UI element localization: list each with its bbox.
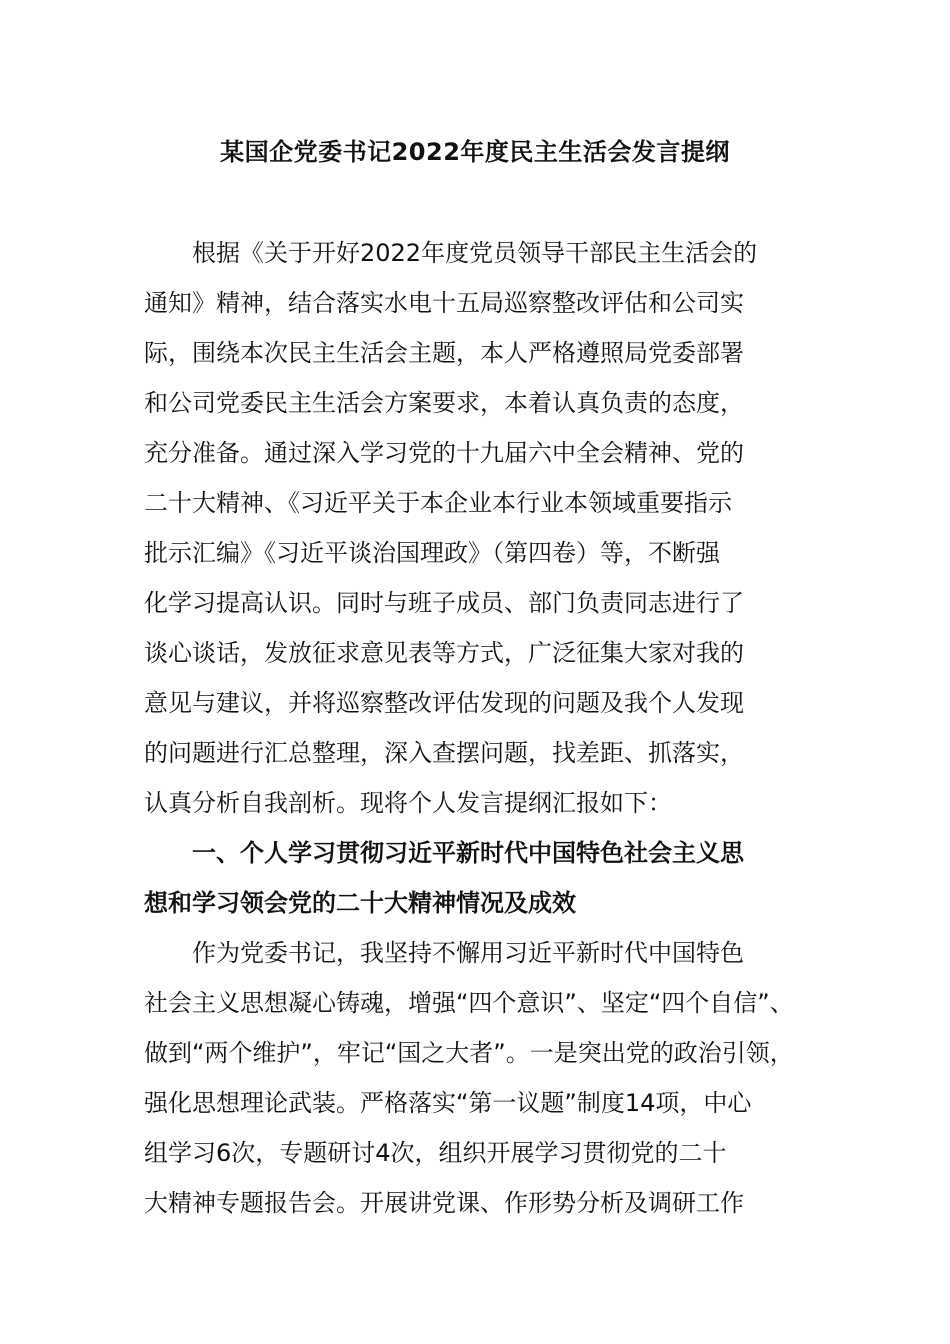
section-heading-line: 一、个人学习贯彻习近平新时代中国特色社会主义思: [192, 839, 744, 867]
document-title: 某国企党委书记2022年度民主生活会发言提纲: [220, 138, 730, 166]
paragraph-line: 根据《关于开好2022年度党员领导干部民主生活会的: [192, 239, 758, 267]
paragraph-line: 充分准备。通过深入学习党的十九届六中全会精神、党的: [144, 439, 744, 467]
paragraph-line: 通知》精神，结合落实水电十五局巡察整改评估和公司实: [144, 289, 744, 317]
paragraph-line: 作为党委书记，我坚持不懈用习近平新时代中国特色: [192, 939, 744, 967]
paragraph-line: 做到“两个维护”，牢记“国之大者”。一是突出党的政治引领，: [144, 1039, 794, 1067]
paragraph-line: 化学习提高认识。同时与班子成员、部门负责同志进行了: [144, 589, 744, 617]
paragraph-line: 批示汇编》《习近平谈治国理政》（第四卷）等，不断强: [144, 539, 720, 567]
paragraph-line: 社会主义思想凝心铸魂，增强“四个意识”、坚定“四个自信”、: [144, 989, 794, 1017]
paragraph-line: 和公司党委民主生活会方案要求，本着认真负责的态度，: [144, 389, 744, 417]
paragraph-line: 际，围绕本次民主生活会主题，本人严格遵照局党委部署: [144, 339, 744, 367]
section-heading-line: 想和学习领会党的二十大精神情况及成效: [144, 889, 576, 917]
paragraph-line: 二十大精神、《习近平关于本企业本行业本领域重要指示: [144, 489, 732, 517]
paragraph-line: 大精神专题报告会。开展讲党课、作形势分析及调研工作: [144, 1189, 744, 1217]
paragraph-line: 认真分析自我剖析。现将个人发言提纲汇报如下：: [144, 789, 672, 817]
paragraph-line: 意见与建议，并将巡察整改评估发现的问题及我个人发现: [144, 689, 744, 717]
document-body: [144, 228, 844, 1228]
paragraph-line: 组学习6次，专题研讨4次，组织开展学习贯彻党的二十: [144, 1139, 727, 1167]
paragraph-line: 谈心谈话，发放征求意见表等方式，广泛征集大家对我的: [144, 639, 744, 667]
paragraph-line: 的问题进行汇总整理，深入查摆问题，找差距、抓落实，: [144, 739, 744, 767]
paragraph-line: 强化思想理论武装。严格落实“第一议题”制度14项，中心: [144, 1089, 752, 1117]
